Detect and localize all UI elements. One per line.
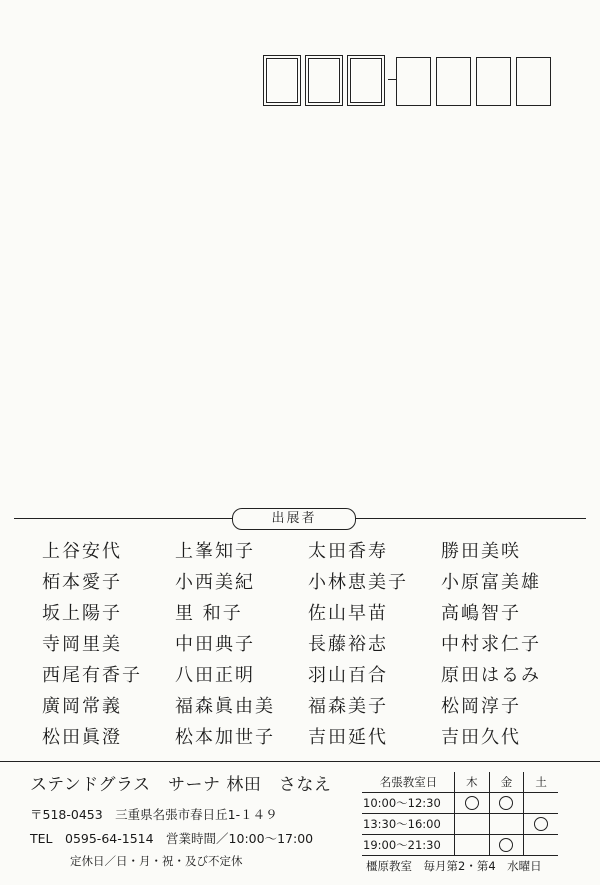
exhibitor-name: 福森眞由美 — [175, 696, 275, 717]
schedule-row — [362, 814, 558, 835]
schedule-time: 10:00～12:30 — [362, 793, 455, 814]
exhibitor-name: 小西美紀 — [175, 572, 255, 593]
studio-address: 〒518-0453 三重県名張市春日丘1-１４９ — [30, 807, 278, 822]
exhibitor-name: 廣岡常義 — [42, 696, 122, 717]
postal-digit-box[interactable] — [263, 55, 301, 106]
schedule-cell — [524, 835, 558, 856]
schedule-cell — [489, 835, 524, 856]
exhibitor-name: 松岡淳子 — [441, 696, 521, 717]
exhibitor-name: 寺岡里美 — [42, 634, 122, 655]
schedule-row — [362, 835, 558, 856]
circle-mark-icon — [534, 817, 548, 831]
schedule-cell — [455, 793, 490, 814]
exhibitor-name: 太田香寿 — [308, 541, 388, 562]
exhibitor-name: 里 和子 — [175, 603, 243, 624]
exhibitor-name: 中田典子 — [175, 634, 255, 655]
exhibitor-name: 中村求仁子 — [441, 634, 541, 655]
postal-digit-box[interactable] — [436, 57, 471, 106]
exhibitor-name: 坂上陽子 — [42, 603, 122, 624]
branch-class-info: 橿原教室 毎月第2・第4 水曜日 — [366, 859, 542, 873]
circle-mark-icon — [465, 796, 479, 810]
schedule-cell — [455, 814, 490, 835]
circle-mark-icon — [499, 796, 513, 810]
schedule-day: 金 — [489, 772, 524, 793]
exhibitor-name: 福森美子 — [308, 696, 388, 717]
schedule-time: 19:00～21:30 — [362, 835, 455, 856]
schedule-time: 13:30～16:00 — [362, 814, 455, 835]
schedule-row — [362, 793, 558, 814]
exhibitor-name: 長藤裕志 — [308, 634, 388, 655]
schedule-cell — [489, 793, 524, 814]
schedule-cell — [455, 835, 490, 856]
exhibitor-name: 小原富美雄 — [441, 572, 541, 593]
exhibitor-name: 西尾有香子 — [42, 665, 142, 686]
exhibitor-name: 佐山早苗 — [308, 603, 388, 624]
exhibitor-list — [42, 540, 582, 750]
exhibitor-name: 八田正明 — [175, 665, 255, 686]
postal-digit-box[interactable] — [396, 57, 431, 106]
exhibitor-name: 勝田美咲 — [441, 541, 521, 562]
footer-divider — [0, 761, 600, 762]
exhibitor-name: 吉田延代 — [308, 727, 388, 748]
exhibitors-heading: 出展者 — [232, 508, 356, 530]
exhibitor-name: 栢本愛子 — [42, 572, 122, 593]
exhibitor-name: 高嶋智子 — [441, 603, 521, 624]
exhibitor-name: 小林恵美子 — [308, 572, 408, 593]
schedule-day: 木 — [455, 772, 490, 793]
postal-digit-box[interactable] — [516, 57, 551, 106]
class-schedule — [362, 772, 558, 856]
schedule-cell — [524, 793, 558, 814]
schedule-cell — [489, 814, 524, 835]
postal-dash — [388, 79, 396, 80]
studio-name: ステンドグラス サーナ 林田 さなえ — [30, 775, 332, 795]
schedule-day: 土 — [524, 772, 558, 793]
postal-digit-box[interactable] — [476, 57, 511, 106]
schedule-cell — [524, 814, 558, 835]
postal-digit-box[interactable] — [305, 55, 343, 106]
studio-closed-days: 定休日／日・月・祝・及び不定休 — [70, 854, 243, 868]
exhibitor-name: 松本加世子 — [175, 727, 275, 748]
postal-digit-box[interactable] — [347, 55, 385, 106]
exhibitor-name: 松田眞澄 — [42, 727, 122, 748]
circle-mark-icon — [499, 838, 513, 852]
exhibitor-name: 吉田久代 — [441, 727, 521, 748]
studio-phone-hours: TEL 0595-64-1514 営業時間／10:00～17:00 — [30, 831, 314, 846]
exhibitor-name: 羽山百合 — [308, 665, 388, 686]
exhibitor-name: 上谷安代 — [42, 541, 122, 562]
schedule-title: 名張教室日 — [379, 775, 438, 789]
exhibitor-name: 上峯知子 — [175, 541, 255, 562]
exhibitor-name: 原田はるみ — [441, 665, 541, 686]
